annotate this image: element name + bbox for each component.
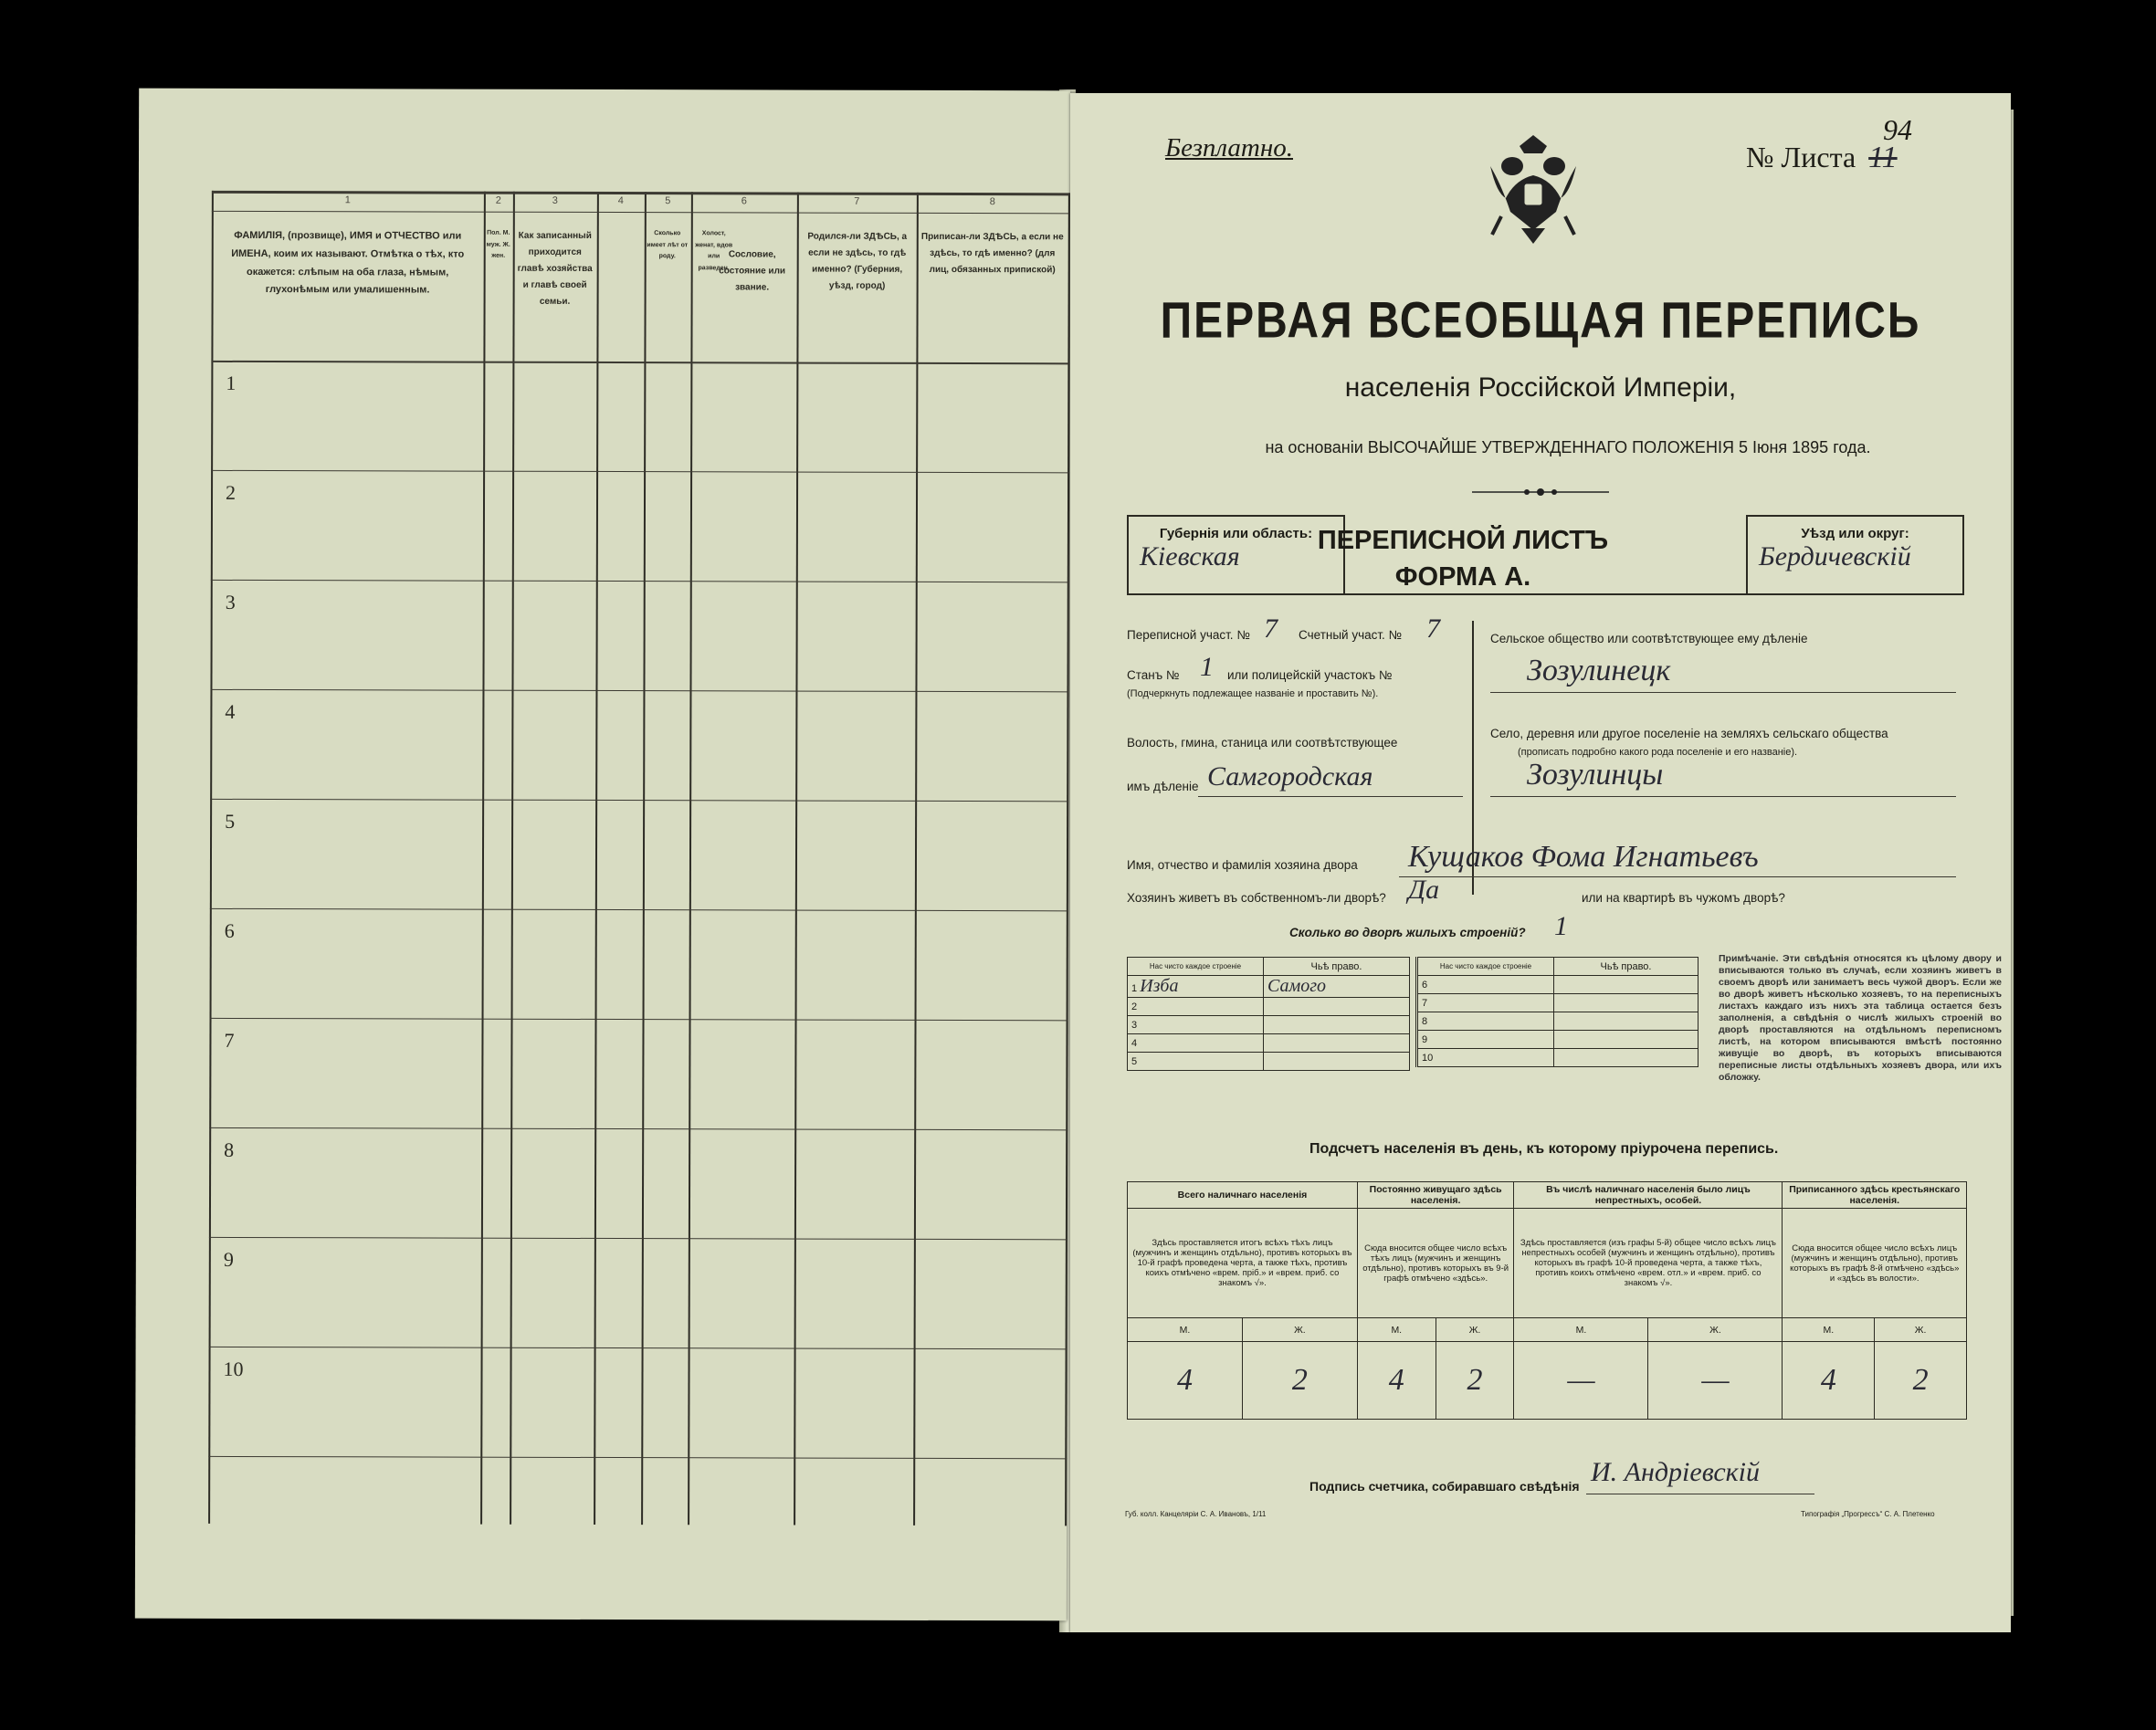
header-estate: Сословие, состояние или звание. bbox=[719, 249, 786, 293]
pop-value: — bbox=[1514, 1342, 1648, 1420]
census-title: ПЕРВАЯ ВСЕОБЩАЯ ПЕРЕПИСЬ bbox=[1160, 293, 1921, 349]
pop-note: Здѣсь проставляется (изъ графы 5-й) общее число всѣхъ лицъ непрестныхъ особей (мужчинъ и женщинъ отдѣльно), противъ которыхъ въ графѣ 10-й проведена черта, а также тѣхъ, противъ коихъ отмѣчено «врем. отл.» и «врем. приб. со знакомъ √». bbox=[1514, 1209, 1783, 1318]
form-title bbox=[1312, 522, 1614, 595]
buildings-table-left bbox=[1127, 957, 1410, 1071]
header-registered: Приписан-ли ЗДѢСЬ, а если не здѣсь, то гдѣ именно? (для лиц, обязанных припиской) bbox=[920, 231, 1064, 276]
pop-value: 2 bbox=[1436, 1342, 1514, 1420]
pop-value: 2 bbox=[1242, 1342, 1357, 1420]
row-num: 3 bbox=[1128, 1016, 1264, 1034]
signature-label: Подпись счетчика, собиравшаго свѣдѣнія bbox=[1309, 1479, 1580, 1494]
pop-head: Постоянно живущаго здѣсь населенія. bbox=[1357, 1182, 1514, 1209]
owner-value: Кущаков Фома Игнатьевъ bbox=[1408, 840, 1759, 874]
uezd-value: Бердичевскій bbox=[1759, 541, 1911, 571]
pop-value: 2 bbox=[1875, 1342, 1967, 1420]
double-headed-eagle-emblem bbox=[1483, 130, 1583, 248]
row-num: 7 bbox=[1417, 994, 1554, 1012]
left-page bbox=[135, 89, 1070, 1621]
sheet-number bbox=[1746, 113, 1912, 175]
col-head: Чьѣ право. bbox=[1264, 958, 1410, 976]
buildings-label: Сколько во дворѣ жилыхъ строеній? bbox=[1289, 926, 1526, 939]
header-name: ФАМИЛІЯ, (прозвище), ИМЯ и ОТЧЕСТВО или ИМЕНА, коим их называют. Отмѣтка о тѣх, кто окажется: слѣпым на оба глаза, нѣмым, глухонѣмым или умалишенным. bbox=[231, 229, 465, 296]
sex-label: Ж. bbox=[1875, 1318, 1967, 1342]
sex-label: М. bbox=[1783, 1318, 1875, 1342]
row-number: 8 bbox=[224, 1138, 235, 1161]
header-relation: Как записанный приходится главѣ хозяйства и главѣ своей семьи. bbox=[517, 230, 593, 307]
row-num: 1 bbox=[1131, 983, 1138, 994]
count-district-label: Счетный участ. № bbox=[1299, 628, 1403, 642]
volost-label: Волость, гмина, станица или соотвѣтствующее bbox=[1127, 736, 1398, 750]
census-district-label: Переписной участ. № bbox=[1127, 628, 1250, 642]
row-number: 10 bbox=[223, 1357, 244, 1380]
sheet-number-value: 11 bbox=[1868, 141, 1898, 174]
header-born: Родился-ли ЗДѢСЬ, а если не здѣсь, то гдѣ именно? (Губерния, уѣзд, город) bbox=[807, 231, 908, 291]
pop-head: Всего наличнаго населенія bbox=[1128, 1182, 1358, 1209]
sex-label: М. bbox=[1514, 1318, 1648, 1342]
col-number: 5 bbox=[665, 195, 671, 207]
col-number: 4 bbox=[617, 195, 624, 207]
volost-label-2: имъ дѣленіе bbox=[1127, 780, 1199, 793]
form-title-line1: ПЕРЕПИСНОЙ ЛИСТЪ bbox=[1317, 526, 1609, 555]
guberniya-value: Кіевская bbox=[1140, 541, 1240, 571]
volost-value: Самгородская bbox=[1207, 761, 1373, 792]
row-num: 10 bbox=[1417, 1049, 1554, 1067]
col-head: Нас чисто каждое строеніе bbox=[1417, 958, 1554, 976]
census-subtitle: населенія Россійской Имперіи, bbox=[1344, 372, 1737, 403]
footer-right: Типографія „Прогрессъ“ С. А. Плетенко bbox=[1801, 1510, 1935, 1518]
population-count-title: Подсчетъ населенія въ день, къ которому пріурочена перепись. bbox=[1309, 1141, 1779, 1157]
building-type: Изба bbox=[1140, 976, 1179, 996]
pop-head: Въ числѣ наличнаго населенія было лицъ непрестныхъ, особей. bbox=[1514, 1182, 1783, 1209]
sex-label: М. bbox=[1357, 1318, 1436, 1342]
village-value: Зозулинцы bbox=[1527, 758, 1664, 792]
pop-note: Сюда вносится общее число всѣхъ лицъ (мужчинъ и женщинъ отдѣльно), противъ которыхъ въ графѣ 8-й отмѣчено «здѣсь» и «здѣсь въ волости». bbox=[1783, 1209, 1967, 1318]
header-sex: Пол. М. муж. Ж. жен. bbox=[486, 229, 510, 259]
row-num: 8 bbox=[1417, 1012, 1554, 1031]
col-number: 3 bbox=[552, 194, 558, 206]
row-num: 9 bbox=[1417, 1031, 1554, 1049]
uezd-box bbox=[1746, 515, 1964, 595]
sex-label: Ж. bbox=[1436, 1318, 1514, 1342]
header-marital: Холост, женат, вдов или разведен. bbox=[695, 230, 733, 272]
village-note: (прописать подробно какого рода поселеніе и его названіе). bbox=[1518, 747, 1798, 758]
form-title-line2: ФОРМА А. bbox=[1394, 562, 1531, 592]
buildings-value: 1 bbox=[1554, 911, 1568, 941]
row-num: 4 bbox=[1128, 1034, 1264, 1053]
owner-residence-label: Хозяинъ живетъ въ собственномъ-ли дворѣ? bbox=[1127, 891, 1386, 905]
sex-label: Ж. bbox=[1242, 1318, 1357, 1342]
footer-left: Губ. колл. Канцеляріи С. А. Ивановъ, 1/11 bbox=[1125, 1510, 1267, 1518]
sex-label: Ж. bbox=[1648, 1318, 1783, 1342]
household-members-table bbox=[208, 191, 1070, 1526]
uezd-label: Уѣзд или округ: bbox=[1801, 526, 1909, 541]
stan-value: 1 bbox=[1200, 652, 1214, 682]
signature-value: И. Андріевскій bbox=[1591, 1457, 1761, 1487]
sheet-number-correction: 94 bbox=[1883, 113, 1912, 146]
owner-label: Имя, отчество и фамилія хозяина двора bbox=[1127, 858, 1358, 872]
row-number: 5 bbox=[225, 809, 236, 833]
col-head: Чьѣ право. bbox=[1554, 958, 1699, 976]
header-age: Сколько имеет лѣт от роду. bbox=[647, 230, 689, 260]
row-num: 5 bbox=[1128, 1053, 1264, 1071]
pop-value: — bbox=[1648, 1342, 1783, 1420]
row-num: 2 bbox=[1128, 998, 1264, 1016]
buildings-table-right bbox=[1415, 957, 1699, 1067]
row-number: 4 bbox=[225, 699, 236, 723]
pop-value: 4 bbox=[1128, 1342, 1243, 1420]
col-number: 8 bbox=[989, 196, 995, 208]
owner-residence-alt: или на квартирѣ въ чужомъ дворѣ? bbox=[1582, 891, 1785, 905]
row-number: 2 bbox=[226, 480, 237, 504]
police-district-label: или полицейскій участокъ № bbox=[1227, 668, 1393, 682]
count-district-value: 7 bbox=[1426, 613, 1440, 644]
row-number: 1 bbox=[226, 371, 237, 394]
sex-label: М. bbox=[1128, 1318, 1243, 1342]
right-page bbox=[1070, 93, 2011, 1632]
society-value: Зозулинецк bbox=[1527, 654, 1671, 687]
col-number: 6 bbox=[741, 195, 747, 207]
pop-value: 4 bbox=[1357, 1342, 1436, 1420]
row-num: 6 bbox=[1417, 976, 1554, 994]
building-owner: Самого bbox=[1264, 976, 1410, 998]
pop-value: 4 bbox=[1783, 1342, 1875, 1420]
population-count-table bbox=[1127, 1181, 1967, 1420]
col-number: 7 bbox=[854, 195, 860, 207]
society-label: Сельское общество или соотвѣтствующее ему дѣленіе bbox=[1490, 632, 1808, 645]
buildings-note: Примѣчаніе. Эти свѣдѣнія относятся къ цѣлому двору и вписываются только въ случаѣ, если хозяинъ живетъ в своемъ дворѣ или занимаетъ весь чужой дворъ. Если же во дворѣ живетъ нѣсколько хозяевъ, то на переписныхъ листахъ каждаго изъ нихъ эта таблица остается безъ заполненія, а свѣдѣнія о числѣ жилыхъ строеній во дворѣ проставляются на отдѣльномъ переписномъ листѣ, на котором вписываются вмѣстѣ постоянно живущіе во дворѣ, въ которыхъ вписываются переписные листы отдѣльныхъ хозяевъ двора, или ихъ обложку. bbox=[1719, 953, 2002, 1083]
census-district-value: 7 bbox=[1264, 613, 1278, 644]
row-number: 7 bbox=[224, 1028, 235, 1052]
row-number: 9 bbox=[223, 1247, 234, 1271]
guberniya-label: Губернія или область: bbox=[1159, 526, 1313, 541]
row-number: 3 bbox=[225, 590, 236, 613]
sheet-number-label: № Листа bbox=[1746, 141, 1856, 173]
stan-label: Станъ № bbox=[1127, 668, 1180, 682]
pop-note: Сюда вносится общее число всѣхъ тѣхъ лицъ (мужчинъ и женщинъ отдѣльно), противъ которыхъ въ 9-й графѣ отмѣчено «здѣсь». bbox=[1357, 1209, 1514, 1318]
row-number: 6 bbox=[224, 918, 235, 942]
ornament-divider bbox=[1472, 486, 1609, 498]
pop-note: Здѣсь проставляется итогъ всѣхъ тѣхъ лицъ (мужчинъ и женщинъ отдѣльно), противъ которыхъ въ 10-й графѣ проведена черта, а также тѣхъ, противъ коихъ отмѣчено «врем. пріб.» и «врем. приб. со знакомъ √». bbox=[1128, 1209, 1358, 1318]
col-number: 2 bbox=[495, 194, 501, 206]
col-head: Нас чисто каждое строеніе bbox=[1128, 958, 1264, 976]
owner-residence-value: Да bbox=[1408, 875, 1440, 905]
pop-head: Приписанного здѣсь крестьянскаго населенія. bbox=[1783, 1182, 1967, 1209]
gratis-label: Безплатно. bbox=[1165, 133, 1293, 163]
col-number: 1 bbox=[344, 194, 351, 206]
legal-basis: на основаніи ВЫСОЧАЙШЕ УТВЕРЖДЕННАГО ПОЛОЖЕНІЯ 5 Іюня 1895 года. bbox=[1265, 438, 1871, 456]
stan-note: (Подчеркнуть подлежащее названіе и проставить №). bbox=[1127, 688, 1379, 699]
village-label: Село, деревня или другое поселеніе на земляхъ сельскаго общества bbox=[1490, 727, 1888, 740]
